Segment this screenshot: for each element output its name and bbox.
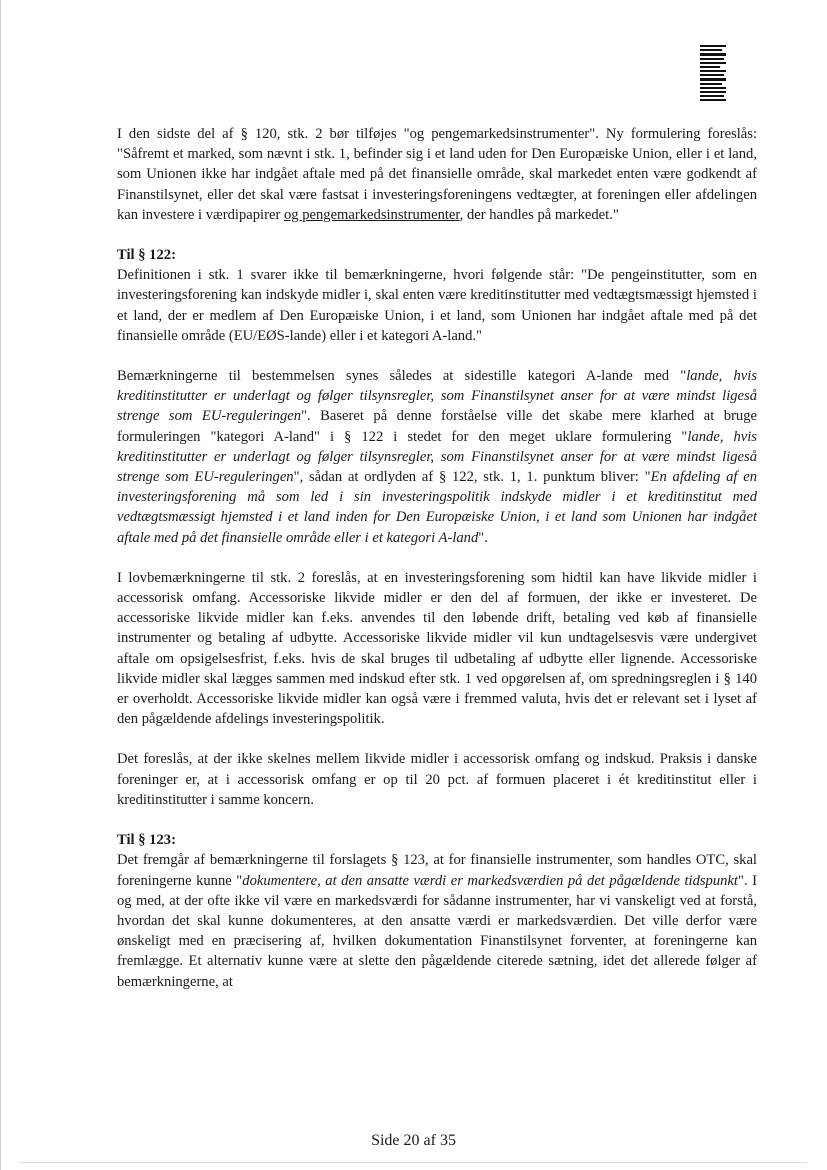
text-run: ". I og med, at der ofte ikke vil være en markedsværdi for sådanne instrumenter, har vi vanskeligt ved at forstå, hvordan det skal kunne dokumenteres, at den ansatte værdi er markedsværdien. Det ville derfor være ønskeligt med en præcisering af, hvilken dokumentation Finanstilsynet forventer, at foreningerne kan fremlægge. Et alternativ kunne være at slette den pågældende citerede sætning, idet det allerede følger af bemærkningerne, at	[117, 872, 757, 990]
section-heading-123: Til § 123:	[117, 832, 176, 849]
text-run: ". Baseret på denne forståelse ville det skabe mere klarhed at bruge formuleringen "kategori A-land" i § 122 i stedet for den meget uklare formulering "	[117, 408, 758, 445]
italic-quote: lande, hvis kreditinstitutter er underlagt og følger tilsynsregler, som Finanstilsynet anser for at være mindst ligeså strenge som EU-reguleringen	[117, 428, 757, 486]
underlined-text: og pengemarkedsinstrumenter	[283, 206, 460, 223]
section-heading-122: Til § 122:	[117, 247, 176, 264]
intro-text: I den sidste del af § 120, stk. 2 bør tilføjes "og pengemarkedsinstrumenter". Ny formulering foreslås: "Såfremt et marked, som nævnt i stk. 1, befinder sig i et land uden for Den Europæiske Union, eller i et land, som Unionen ikke har indgået aftale med på det finansielle område, skal markedet enten være godkendt af Finanstilsynet, eller det skal være fastsat i investeringsforeningens vedtægter, at foreningen eller afdelingen kan investere i værdipapirer	[117, 126, 757, 223]
section-122-paragraph-4: Det foreslås, at der ikke skelnes mellem likvide midler i accessorisk omfang og indskud. Praksis i danske foreninger er, at i accessorisk omfang er op til 20 pct. af formuen placeret i ét kreditinstitut eller i kreditinstitutter i samme koncern.	[117, 751, 757, 808]
intro-paragraph	[117, 124, 757, 225]
page-edge	[0, 0, 1, 1170]
text-run: ", sådan at ordlyden af § 122, stk. 1, 1. punktum bliver: "	[293, 469, 651, 486]
section-123-paragraph-1	[117, 850, 757, 991]
text-run: ".	[478, 529, 488, 546]
document-body	[117, 124, 757, 992]
italic-quote: dokumentere, at den ansatte værdi er markedsværdien på det pågældende tidspunkt	[242, 872, 738, 889]
text-run: Bemærkningerne til bestemmelsen synes således at sidestille kategori A-lande med "	[117, 368, 687, 385]
page-number: Side 20 af 35	[371, 1132, 456, 1149]
section-122-paragraph-1: Definitionen i stk. 1 svarer ikke til bemærkningerne, hvori følgende står: "De pengeinstitutter, som en investeringsforening kan indskyde midler i, skal enten være kreditinstitutter med vedtægtsmæssigt hjemsted i et land, der er medlem af Den Europæiske Union, i et land, som Unionen har indgået aftale med på det finansielle område (EU/EØS-lande) eller i et kategori A-land."	[117, 267, 757, 344]
section-122-paragraph-2	[117, 366, 757, 548]
italic-quote: En afdeling af en investeringsforening må som led i sin investeringspolitik indskyde midler i et kreditinstitut med vedtægtsmæssigt hjemsted i et land inden for Den Europæiske Union, i et land som Unionen har indgået aftale med på det finansielle område eller i et kategori A-land	[117, 469, 758, 546]
section-122-paragraph-3: I lovbemærkningerne til stk. 2 foreslås, at en investeringsforening som hidtil kan have likvide midler i accessorisk omfang. Accessoriske likvide midler er den del af formuen, der ikke er investeret. De accessoriske likvide midler kan f.eks. anvendes til den løbende drift, betaling ved køb af finansielle instrumenter og betaling af udbytte. Accessoriske likvide midler vil kun undtagelsesvis være undergivet aftale om opsigelsesfrist, f.eks. hvis de skal bruges til udbetaling af udbytte eller lignende. Accessoriske likvide midler skal lægges sammen med indskud efter stk. 1 ved opgørelsen af, om spredningsreglen i § 140 er overholdt. Accessoriske likvide midler kan også være i fremmed valuta, hvis det er relevant set i lyset af den pågældende afdelings investeringspolitik.	[117, 569, 757, 728]
bottom-rule	[20, 1162, 807, 1163]
italic-quote: lande, hvis kreditinstitutter er underlagt og følger tilsynsregler, som Finanstilsynet anser for at være mindst ligeså strenge som EU-reguleringen	[117, 368, 757, 425]
barcode-icon	[700, 45, 728, 107]
intro-text-end: , der handles på markedet."	[459, 206, 619, 223]
text-run: Det fremgår af bemærkningerne til forslagets § 123, at for finansielle instrumenter, som handles OTC, skal foreningerne kunne "	[117, 852, 757, 889]
